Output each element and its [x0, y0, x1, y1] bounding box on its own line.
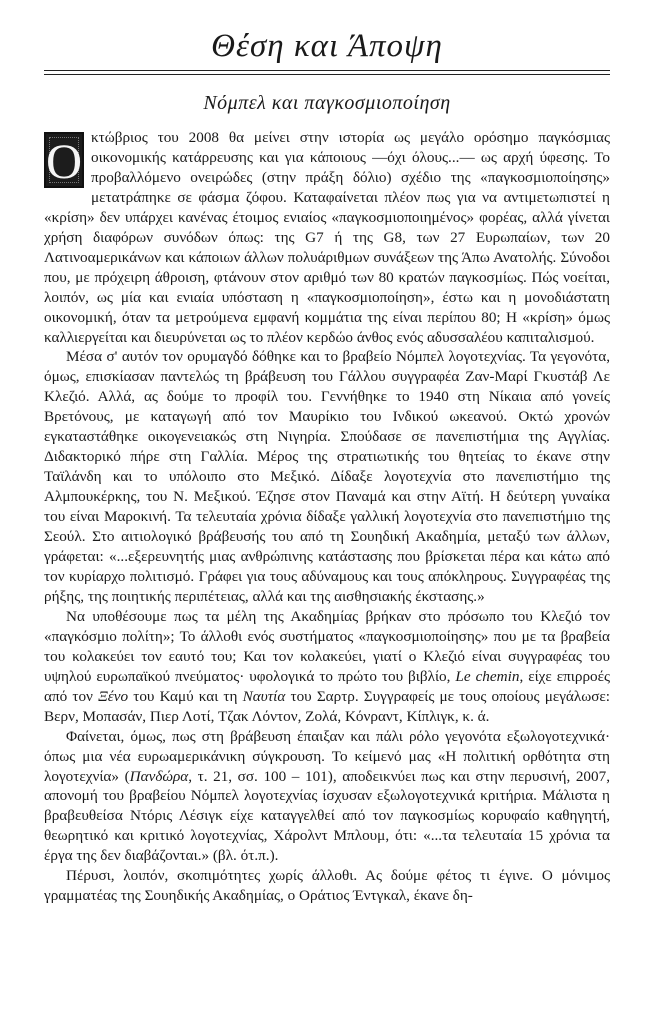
paragraph-3 — [44, 607, 610, 727]
paragraph-3-text-a: Να υποθέσουμε πως τα μέλη της Ακαδημίας βρήκαν στο πρόσωπο του Κλεζιό τον «παγκόσμιο πολίτη»; Το άλλοθι ενός συστήματος «παγκοσμιοποίησης» που με τα βραβεία του κολακεύει τον εαυτό του; Και τον κολακεύει, γιατί ο Κλεζιό είναι συγγραφέας του υψηλού ευρωπαϊκού πνεύματος· υφολογικά το πρώτο του βιβλίο, — [44, 607, 610, 685]
book-title-nausea: Ναυτία — [242, 687, 286, 705]
dropcap-ornament — [44, 132, 84, 188]
paragraph-3-text-c: του Καμύ και τη — [133, 687, 238, 705]
paragraph-3-text-b: , είχε επιρροές από τον — [44, 667, 611, 705]
book-title-xeno: Ξένο — [98, 687, 129, 705]
paragraph-1 — [44, 128, 610, 347]
section-title: Θέση και Άποψη — [211, 28, 443, 64]
paragraph-3-text-d: του Σαρτρ. Συγγραφείς με τους οποίους μεγάλωσε: Βερν, Μοπασάν, Πιερ Λοτί, Τζακ Λόντον, Ζολά, Κόνραντ, Κίπλιγκ, κ. ά. — [44, 687, 611, 725]
article-body — [44, 128, 610, 906]
paragraph-4-text-b: , τ. 21, σσ. 100 – 101), αποδεικνύει πως και στην περυσινή, 2007, απονομή του βραβείου Νόμπελ λογοτεχνίας ίσχυσαν εξωλογοτεχνικά κριτήρια. Μάλιστα η βραβευθείσα Ντόρις Λέσιγκ είχε καταγγελθεί από τον παγκοσμίως κορυφαίο καθηγητή, θεωρητικό και κριτικό λογοτεχνίας, Χάρολντ Μπλουμ, ότι: «...τα τελευταία 15 χρόνια τα έργα της δεν διαβάζονται.» (βλ. ότ.π.). — [44, 767, 611, 865]
header-divider-second — [44, 74, 610, 75]
dropcap-letter: Ο — [46, 133, 83, 188]
book-title-le-chemin: Le chemin — [455, 667, 520, 685]
paragraph-5: Πέρυσι, λοιπόν, σκοπιμότητες χωρίς άλλοθι. Ας δούμε φέτος τι έγινε. Ο μόνιμος γραμματέας της Σουηδικής Ακαδημίας, ο Οράτιος Έντγκαλ, έκανε δη- — [44, 867, 610, 905]
article-title: Νόμπελ και παγκοσμιοποίηση — [203, 92, 451, 114]
header-divider — [44, 70, 610, 71]
magazine-title: Πανδώρα — [129, 767, 189, 785]
paragraph-2: Μέσα σ' αυτόν τον ορυμαγδό δόθηκε και το βραβείο Νόμπελ λογοτεχνίας. Τα γεγονότα, όμως, επισκίασαν παντελώς τη βράβευση του Γάλλου συγγραφέα Ζαν-Μαρί Γκυστάβ Λε Κλεζιό. Αλλά, ας δούμε το προφίλ του. Γεννήθηκε το 1940 στη Νίκαια από γονείς Βρετόνους, με καταγωγή από τον Μαυρίκιο του Ινδικού ωκεανού. Οκτώ χρονών εγκαταστάθηκε οικογενειακώς στη Νιγηρία. Σπούδασε σε πανεπιστήμια της Αγγλίας. Διδακτορικό πήρε στη Γαλλία. Μέρος της στρατιωτικής του θητείας το έκανε στην Ταϊλάνδη και το υπόλοιπο στο Μεξικό. Δίδαξε λογοτεχνία στο πανεπιστήμιο της Αλμπουκέρκης, του Ν. Μεξικού. Έζησε στον Παναμά και στην Αϊτή. Η δεύτερη γυναίκα του είναι Μαροκινή. Τα τελευταία χρόνια δίδαξε γαλλική λογοτεχνία στο πανεπιστήμιο της Σεούλ. Στο αιτιολογικό βράβευσής του από τη Σουηδική Ακαδημία, μεταξύ των άλλων, γράφεται: «...εξερευνητής μιας ανθρώπινης κατάστασης που βρίσκεται πέρα και κάτω από τον κυρίαρχο πολιτισμό. Γράφει για τους αδύναμους και τους απόκληρους. Συγγραφέας της ρήξης, της ποιητικής περιπέτειας, αλλά και της αισθησιακής έκστασης.» — [44, 348, 610, 605]
paragraph-1-text: κτώβριος του 2008 θα μείνει στην ιστορία ως μεγάλο ορόσημο παγκόσμιας οικονομικής κατάρρευσης και για κάποιους —όχι όλους...— ως αρχή ύφεσης. Το προβαλλόμενο ονειρώδες (στην πράξη δόλιο) σχέδιο της «παγκοσμιοποίησης» μετατράπηκε σε φάσμα ζόφου. Καταφαίνεται πλέον πως για να αντιμετωπιστεί η «κρίση» δεν υπάρχει κανένας έτοιμος ενιαίος «παγκοσμιοποιημένος» φορέας, αλλά γίνεται χρήση διαφόρων συνόδων όπως: της G7 ή της G8, των 27 Ευρωπαίων, των 20 Λατινοαμερικάνων και κάποιων άλλων πολυάριθμων συνάξεων της Άπω Ανατολής. Σύνοδοι που, με πρόχειρη άθροιση, φτάνουν στον αριθμό των 80 κρατών παγκοσμίως. Πώς νοείται, λοιπόν, ως μία και ενιαία υπόσταση η «παγκοσμιοποίηση», έστω και η μονοδιάστατη οικονομική, όταν τα μετρούμενα εμφανή κομμάτια της είναι περίπου 80; Η «κρίση» όμως καλλιεργείται και διευρύνεται ως το πλέον κερδώο άνθος ενός αδυσσαλέου καπιταλισμού. — [44, 129, 610, 346]
paragraph-4-text-a: Φαίνεται, όμως, πως στη βράβευση έπαιξαν και πάλι ρόλο γεγονότα εξωλογοτεχνικά· όπως μια νέα ευρωαμερικάνικη σύγκρουση. Το κείμενό μας «Η πολιτική ορθότητα στη λογοτεχνία» ( — [44, 727, 610, 785]
paragraph-4 — [44, 727, 610, 867]
